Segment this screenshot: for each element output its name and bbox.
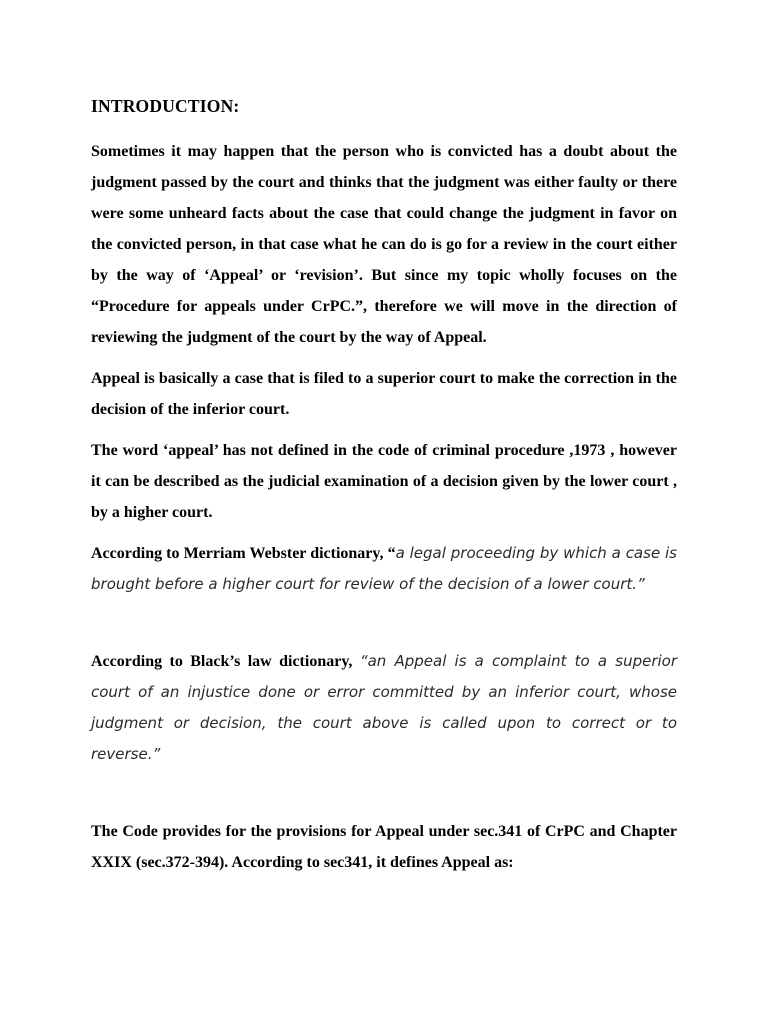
- document-page: [91, 92, 677, 888]
- section-heading: INTRODUCTION:: [91, 96, 240, 116]
- paragraph-blacks-law: [91, 646, 677, 770]
- paragraph-crpc-note: The word ‘appeal’ has not defined in the code of criminal procedure ,1973 , however it can be described as the judicial examination of a decision given by the lower court , by a higher court.: [91, 442, 677, 521]
- paragraph-code-provisions: The Code provides for the provisions for Appeal under sec.341 of CrPC and Chapter XXIX (sec.372-394). According to sec341, it defines Appeal as:: [91, 823, 677, 871]
- paragraph-appeal-definition: Appeal is basically a case that is filed to a superior court to make the correction in the decision of the inferior court.: [91, 370, 677, 418]
- merriam-webster-lead: According to Merriam Webster dictionary, “: [91, 545, 396, 562]
- merriam-webster-quote: a legal proceeding by which a case is brought before a higher court for review of the decision of a lower court.”: [91, 544, 677, 593]
- paragraph-merriam-webster: [91, 538, 677, 600]
- blacks-law-lead: According to Black’s law dictionary,: [91, 653, 360, 670]
- blacks-law-quote: “an Appeal is a complaint to a superior court of an injustice done or error committed by an inferior court, whose judgment or decision, the court above is called upon to correct or to reverse.”: [91, 652, 678, 763]
- paragraph-intro: Sometimes it may happen that the person who is convicted has a doubt about the judgment passed by the court and thinks that the judgment was either faulty or there were some unheard facts about the case that could change the judgment in favor on the convicted person, in that case what he can do is go for a review in the court either by the way of ‘Appeal’ or ‘revision’. But since my topic wholly focuses on the “Procedure for appeals under CrPC.”, therefore we will move in the direction of reviewing the judgment of the court by the way of Appeal.: [91, 143, 677, 346]
